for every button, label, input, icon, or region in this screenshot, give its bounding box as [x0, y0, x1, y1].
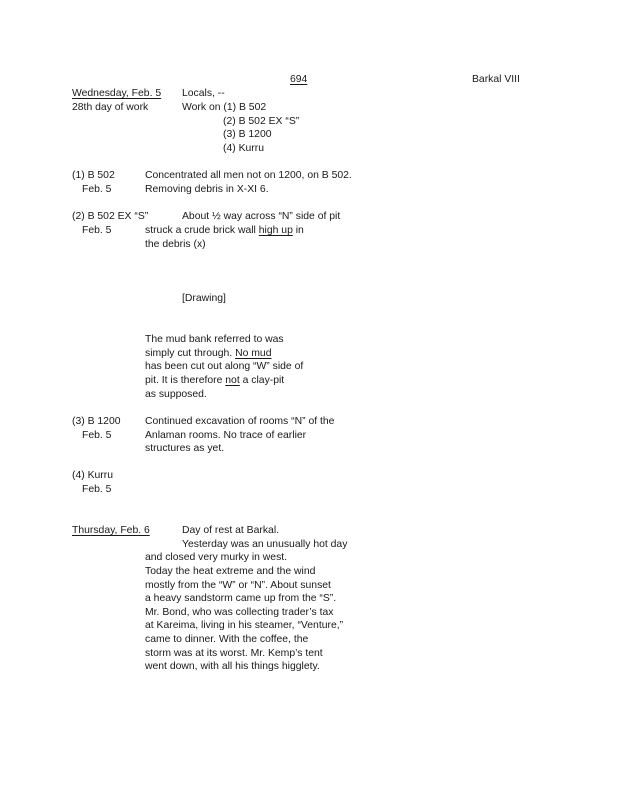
b1200-line: Anlaman rooms. No trace of earlier [145, 430, 307, 441]
text-run: pit. It is therefore [145, 375, 226, 386]
b502ex-note-line: as supposed. [145, 389, 207, 400]
work-item: (4) Kurru [223, 143, 264, 154]
day-of-work: 28th day of work [72, 102, 149, 113]
b502-line: Removing debris in X-XI 6. [145, 184, 269, 195]
feb6-line: at Kareima, living in his steamer, “Venture,” [145, 620, 344, 631]
b502-line: Concentrated all men not on 1200, on B 502. [145, 170, 352, 181]
section-label-b502ex: (2) B 502 EX “S” [72, 211, 149, 222]
feb6-line: and closed very murky in west. [145, 552, 288, 563]
feb6-line: Today the heat extreme and the wind [145, 566, 316, 577]
entry-date-feb5: Wednesday, Feb. 5 [72, 88, 162, 99]
drawing-placeholder: [Drawing] [182, 293, 226, 304]
feb6-line: Mr. Bond, who was collecting trader’s tax [145, 607, 334, 618]
b502ex-note-line: has been cut out along “W” side of [145, 361, 304, 372]
section-date-b1200: Feb. 5 [82, 430, 112, 441]
work-on-line: Work on (1) B 502 [182, 102, 267, 113]
b502ex-line: About ½ way across “N” side of pit [182, 211, 341, 222]
section-label-b502: (1) B 502 [72, 170, 115, 181]
b1200-line: structures as yet. [145, 443, 225, 454]
work-item: (2) B 502 EX “S” [223, 116, 300, 127]
underlined-text: No mud [235, 348, 272, 359]
b502ex-note-line: The mud bank referred to was [145, 334, 284, 345]
document-title: Barkal VIII [472, 74, 520, 85]
text-run: in [292, 225, 304, 236]
underlined-text: not [225, 375, 240, 386]
work-item: (3) B 1200 [223, 129, 272, 140]
feb6-line: came to dinner. With the coffee, the [145, 634, 309, 645]
page-number: 694 [290, 74, 308, 85]
b1200-line: Continued excavation of rooms “N” of the [145, 416, 335, 427]
section-label-kurru: (4) Kurru [72, 470, 113, 481]
text-run: a clay-pit [239, 375, 285, 386]
text-run: simply cut through. [145, 348, 236, 359]
b502ex-note-line [145, 374, 284, 388]
feb6-line: storm was at its worst. Mr. Kemp’s tent [145, 648, 323, 659]
feb6-line: went down, with all his things higglety. [145, 661, 320, 672]
section-date-kurru: Feb. 5 [82, 484, 112, 495]
b502ex-line [145, 224, 304, 238]
section-label-b1200: (3) B 1200 [72, 416, 121, 427]
feb6-line: mostly from the “W” or “N”. About sunset [145, 580, 331, 591]
feb6-line: Yesterday was an unusually hot day [182, 539, 348, 550]
section-date-b502: Feb. 5 [82, 184, 112, 195]
feb6-line: Day of rest at Barkal. [182, 525, 280, 536]
b502ex-line: the debris (x) [145, 239, 206, 250]
text-run: struck a crude brick wall [145, 225, 259, 236]
underlined-text: high up [258, 225, 293, 236]
section-date-b502ex: Feb. 5 [82, 225, 112, 236]
entry-date-feb6: Thursday, Feb. 6 [72, 525, 150, 536]
locals-note: Locals, -- [182, 88, 225, 99]
b502ex-note-line [145, 347, 271, 361]
feb6-line: a heavy sandstorm came up from the “S”. [145, 593, 337, 604]
